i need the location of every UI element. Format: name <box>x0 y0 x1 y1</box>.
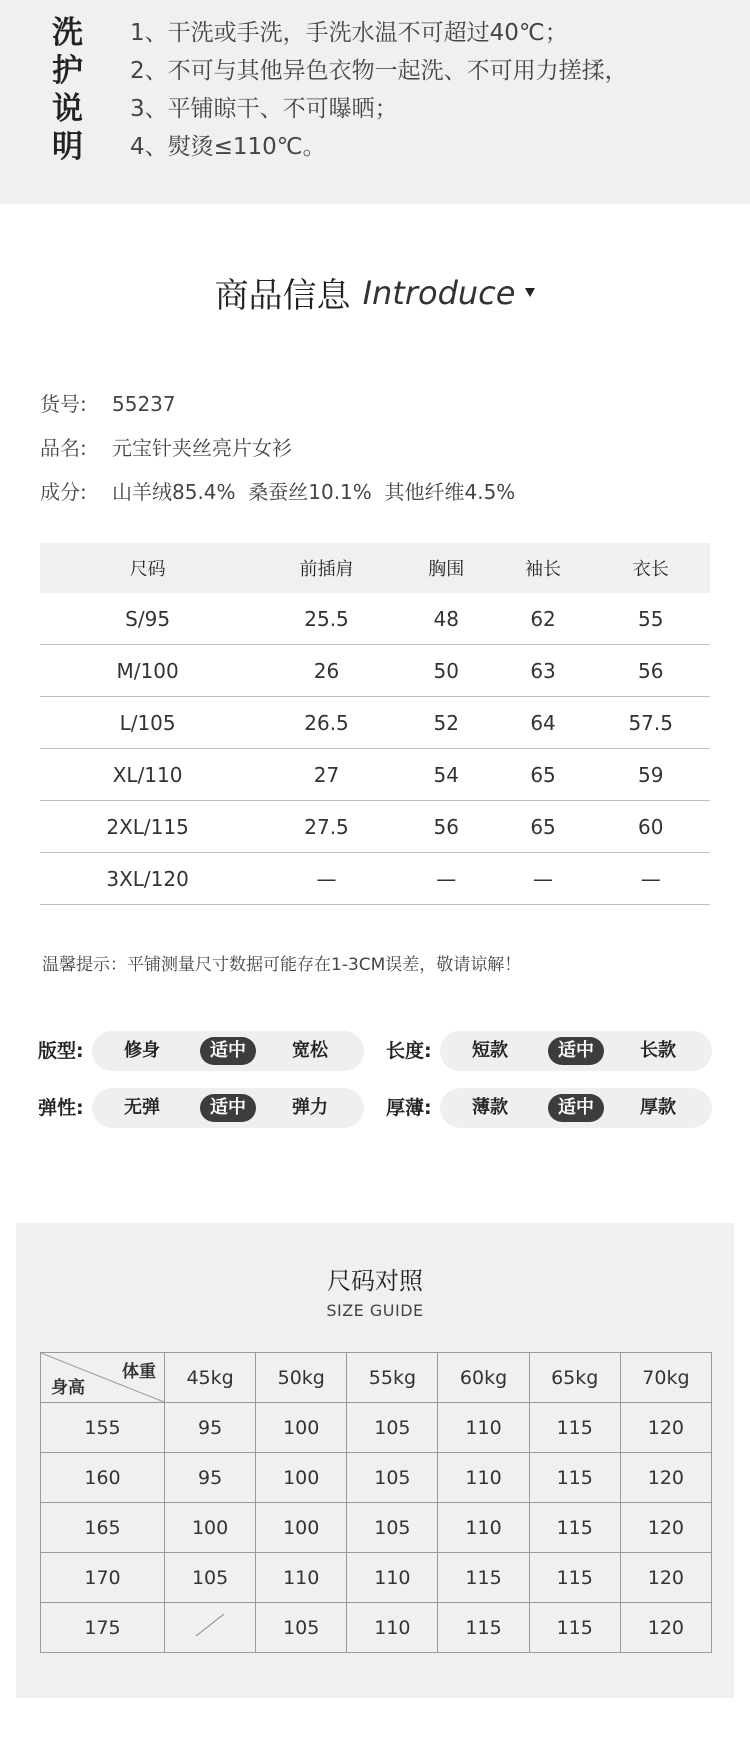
table-row <box>40 801 710 853</box>
cell: — <box>255 853 398 905</box>
cell: 105 <box>256 1603 347 1653</box>
fit-selector <box>92 1031 364 1071</box>
option-medium-selected[interactable]: 适中 <box>200 1094 256 1122</box>
cell: 65 <box>495 801 592 853</box>
cell: 110 <box>347 1553 438 1603</box>
cell: 95 <box>165 1453 256 1503</box>
cell: M/100 <box>40 645 255 697</box>
info-label: 货号: <box>40 392 87 416</box>
header-cell: 胸围 <box>398 543 495 593</box>
info-value: 元宝针夹丝亮片女衫 <box>112 436 292 460</box>
cell: 100 <box>256 1403 347 1453</box>
product-info-heading <box>0 268 750 317</box>
cell: 57.5 <box>591 697 710 749</box>
option-medium-selected[interactable]: 适中 <box>200 1037 256 1065</box>
size-table <box>40 543 710 905</box>
cell: 59 <box>591 749 710 801</box>
option-no-stretch[interactable]: 无弹 <box>124 1097 160 1118</box>
measurement-tip: 温馨提示：平铺测量尺寸数据可能存在1-3CM误差，敬请谅解！ <box>42 955 522 975</box>
triangle-down-icon <box>525 288 535 297</box>
weight-header: 50kg <box>256 1353 347 1403</box>
cell: — <box>495 853 592 905</box>
cell: 48 <box>398 593 495 645</box>
care-line: 1、干洗或手洗，手洗水温不可超过40℃； <box>130 20 568 46</box>
attr-label: 厚薄: <box>386 1097 432 1119</box>
header-cell: 前插肩 <box>255 543 398 593</box>
care-title-char: 说 <box>52 91 83 127</box>
size-guide-subtitle: SIZE GUIDE <box>326 1301 424 1320</box>
cell: 52 <box>398 697 495 749</box>
cell: 54 <box>398 749 495 801</box>
size-guide-title: 尺码对照 <box>327 1267 423 1295</box>
cell: 95 <box>165 1403 256 1453</box>
table-row <box>41 1403 712 1453</box>
cell: 2XL/115 <box>40 801 255 853</box>
weight-header: 45kg <box>165 1353 256 1403</box>
cell: 110 <box>347 1603 438 1653</box>
care-line: 4、熨烫≤110℃。 <box>130 134 326 160</box>
cell: 120 <box>620 1553 711 1603</box>
info-name <box>40 432 292 461</box>
cell: XL/110 <box>40 749 255 801</box>
cell: 100 <box>256 1453 347 1503</box>
cell: 115 <box>438 1553 529 1603</box>
cell: 56 <box>591 645 710 697</box>
thickness-selector <box>440 1088 712 1128</box>
cell: 120 <box>620 1603 711 1653</box>
table-row <box>40 593 710 645</box>
cell: 64 <box>495 697 592 749</box>
info-value: 55237 <box>112 392 176 416</box>
slash-mark-icon <box>190 1610 230 1640</box>
height-cell: 165 <box>41 1503 165 1553</box>
care-lines <box>130 14 628 166</box>
table-row <box>41 1503 712 1553</box>
cell: 50 <box>398 645 495 697</box>
header-cell: 尺码 <box>40 543 255 593</box>
table-row <box>40 697 710 749</box>
option-medium-selected[interactable]: 适中 <box>548 1037 604 1065</box>
cell: 55 <box>591 593 710 645</box>
option-stretch[interactable]: 弹力 <box>292 1097 328 1118</box>
cell: S/95 <box>40 593 255 645</box>
cell: 120 <box>620 1453 711 1503</box>
cell: 65 <box>495 749 592 801</box>
cell: 26 <box>255 645 398 697</box>
option-thin[interactable]: 薄款 <box>472 1097 508 1118</box>
cell: 63 <box>495 645 592 697</box>
height-cell: 175 <box>41 1603 165 1653</box>
attr-label: 弹性: <box>38 1097 84 1119</box>
care-instructions <box>0 0 750 204</box>
cell: L/105 <box>40 697 255 749</box>
height-cell: 155 <box>41 1403 165 1453</box>
table-row <box>40 853 710 905</box>
size-guide-table <box>40 1352 712 1653</box>
table-row <box>41 1453 712 1503</box>
cell: 27.5 <box>255 801 398 853</box>
height-cell: 160 <box>41 1453 165 1503</box>
weight-header: 60kg <box>438 1353 529 1403</box>
option-thick[interactable]: 厚款 <box>640 1097 676 1118</box>
cell: 110 <box>438 1503 529 1553</box>
cell: 120 <box>620 1503 711 1553</box>
weight-header: 70kg <box>620 1353 711 1403</box>
attr-thickness <box>386 1088 711 1128</box>
cell: 105 <box>347 1453 438 1503</box>
care-title-char: 明 <box>52 129 83 165</box>
cell: 115 <box>529 1503 620 1553</box>
cell: 100 <box>165 1503 256 1553</box>
cell: — <box>591 853 710 905</box>
cell: 115 <box>529 1553 620 1603</box>
care-title-char: 洗 <box>52 15 83 51</box>
info-composition <box>40 476 515 505</box>
height-label: 身高 <box>51 1378 85 1398</box>
option-loose[interactable]: 宽松 <box>292 1040 328 1061</box>
cell: 105 <box>165 1553 256 1603</box>
attr-fit <box>38 1031 363 1071</box>
cell: 60 <box>591 801 710 853</box>
corner-cell <box>41 1353 165 1403</box>
weight-label: 体重 <box>122 1362 156 1382</box>
care-title-char: 护 <box>52 53 83 89</box>
cell: 115 <box>529 1603 620 1653</box>
cell: 115 <box>529 1453 620 1503</box>
cell: 25.5 <box>255 593 398 645</box>
attr-elasticity <box>38 1088 363 1128</box>
guide-header-row <box>41 1353 712 1403</box>
weight-header: 55kg <box>347 1353 438 1403</box>
elasticity-selector <box>92 1088 364 1128</box>
cell: 105 <box>347 1403 438 1453</box>
weight-header: 65kg <box>529 1353 620 1403</box>
option-long[interactable]: 长款 <box>640 1040 676 1061</box>
header-cell: 袖长 <box>495 543 592 593</box>
attr-label: 版型: <box>38 1040 84 1062</box>
cell: 3XL/120 <box>40 853 255 905</box>
cell: 105 <box>347 1503 438 1553</box>
option-slim[interactable]: 修身 <box>124 1040 160 1061</box>
cell: 110 <box>256 1553 347 1603</box>
heading-cn: 商品信息 <box>214 276 351 316</box>
size-table-header <box>40 543 710 593</box>
info-label: 成分: <box>40 480 87 504</box>
cell: 115 <box>529 1403 620 1453</box>
cell: — <box>398 853 495 905</box>
attr-length <box>386 1031 711 1071</box>
care-line: 2、不可与其他异色衣物一起洗、不可用力搓揉， <box>130 58 628 84</box>
info-label: 品名: <box>40 436 87 460</box>
cell: 26.5 <box>255 697 398 749</box>
length-selector <box>440 1031 712 1071</box>
heading-en: Introduce <box>362 273 516 312</box>
option-short[interactable]: 短款 <box>472 1040 508 1061</box>
attr-label: 长度: <box>386 1040 432 1062</box>
header-cell: 衣长 <box>591 543 710 593</box>
cell: 110 <box>438 1453 529 1503</box>
care-line: 3、平铺晾干、不可曝晒； <box>130 96 398 122</box>
table-row <box>40 749 710 801</box>
cell: 62 <box>495 593 592 645</box>
cell: 100 <box>256 1503 347 1553</box>
cell: 110 <box>438 1403 529 1453</box>
cell: 120 <box>620 1403 711 1453</box>
cell: 115 <box>438 1603 529 1653</box>
info-value: 山羊绒85.4% 桑蚕丝10.1% 其他纤维4.5% <box>112 480 516 504</box>
cell: 56 <box>398 801 495 853</box>
table-row <box>41 1553 712 1603</box>
empty-cell <box>165 1603 256 1653</box>
table-row <box>41 1603 712 1653</box>
height-cell: 170 <box>41 1553 165 1603</box>
table-row <box>40 645 710 697</box>
option-medium-selected[interactable]: 适中 <box>548 1094 604 1122</box>
size-guide <box>16 1223 734 1698</box>
care-title <box>52 14 92 166</box>
cell: 27 <box>255 749 398 801</box>
info-item-no <box>40 388 176 417</box>
